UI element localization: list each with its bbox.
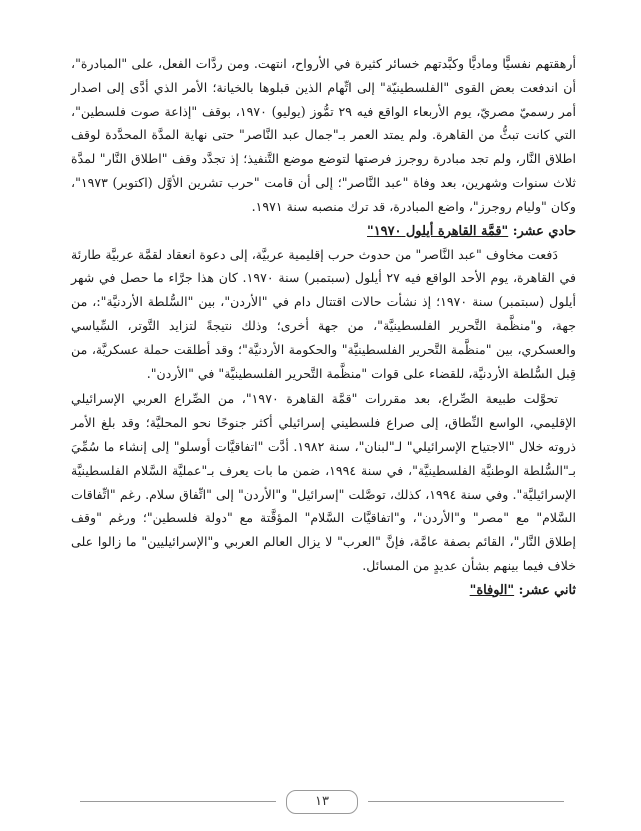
section-title-11: "قمَّة القاهرة أيلول ١٩٧٠" bbox=[367, 223, 509, 239]
paragraph-intro: أرهقتهم نفسيًّا وماديًّا وكبَّدتهم خسائر كثيرة في الأرواح، انتهت. ومن ردَّات الفعل، على "المبادرة"، أن اندفعت بعض القوى "الفلسطينيّة" إلى اتِّهام الذين قبلوها بالخيانة؛ الأمر الذي أدَّى إلى اصدار أمر رسميّ مصريّ، يوم الأربعاء الواقع فيه ٢٩ تمُّوز (يوليو) ١٩٧٠، بوقف "إذاعة صوت فلسطين"، التي كانت تبثُّ من القاهرة. ولم يمتد العمر بـ"جمال عبد النَّاصر" حتى نهاية المدَّة المحدَّدة لوقف اطلاق النَّار، ولم تجد مبادرة روجرز فرصتها لتوضع موضع التَّنفيذ؛ إذ تجدَّد وقف "اطلاق النَّار" لمدَّة ثلاث سنوات وشهرين، بعد وفاة "عبد النَّاصر"؛ إلى أن قامت "حرب تشرين الأوَّل (اكتوبر) ١٩٧٣"، وكان "وليام روجرز"، واضع المبادرة، قد ترك منصبه سنة ١٩٧١. bbox=[71, 56, 576, 214]
section-number-11: حادي عشر: bbox=[508, 223, 576, 239]
section-heading-11 bbox=[71, 221, 576, 243]
section-number-12: ثاني عشر: bbox=[514, 582, 576, 598]
footer-rule-left bbox=[80, 801, 276, 802]
paragraph-summit-1: دَفعت مخاوف "عبد النَّاصر" من حدوث حرب إقليمية عربيَّة، إلى دعوة انعقاد لقمَّة عربيَّة طارئة في القاهرة، يوم الأحد الواقع فيه ٢٧ أيلول (سبتمبر) سنة ١٩٧٠. كان هذا جرَّاء ما حصل في شهر أيلول (سبتمبر) سنة ١٩٧٠؛ إذ نشأت حالات اقتتال دام في "الأردن"، بين "السُّلطة الأردنيَّة":، من جهة، و"منظَّمة التَّحرير الفلسطينيَّة"، من جهة أخرى؛ وذلك نتيجةً لتزايد التَّوتر، السِّياسي والعسكري، بين "منظَّمة التَّحرير الفلسطينيَّة" والحكومة الأردنيَّة"؛ وقد أطلقت حملة عسكريَّة، من قِبل السُّلطة الأردنيَّة، للقضاء على قوات "منظَّمة التَّحرير الفلسطينيَّة" في "الأردن". bbox=[71, 246, 577, 381]
paragraph-summit-2: تحوَّلت طبيعة الصِّراع، بعد مقررات "قمَّة القاهرة ١٩٧٠"، من الصِّراع العربي الإسرائيلي الإقليمي، الواسع النِّطاق، إلى صراع فلسطيني إسرائيلي أكثر جنوحًا نحو المحليَّة؛ وقد بلغ الأمر ذروته خلال "الاجتياح الإسرائيلي" لـ"لبنان"، سنة ١٩٨٢. أدَّت "اتفاقيَّات أوسلو" إلى إنشاء ما سُمِّيَ بـ"السُّلطة الوطنيَّة الفلسطينيَّة"، في سنة ١٩٩٤، ضمن ما بات يعرف بـ"عمليَّة السَّلام الفلسطينيَّة الإسرائيليَّة". وفي سنة ١٩٩٤، كذلك، توصَّلت "إسرائيل" و"الأردن" إلى "اتِّفاق سلام. رغم "اتِّفاقات السَّلام" مع "مصر" و"الأردن"، و"اتفاقيَّات السَّلام" المؤقَّتة مع "دولة فلسطين"؛ ورغم "وقف إطلاق النَّار"، القائم بصفة عامَّة، فإنَّ "العرب" لا يزال العالم العربي و"الإسرائيليين" ما زالوا على خلاف فيما بينهم بشأن عديدٍ من المسائل. bbox=[71, 391, 576, 573]
section-title-12: "الوفاة" bbox=[469, 582, 515, 598]
footer-rule-right bbox=[368, 801, 564, 802]
section-heading-12 bbox=[71, 580, 576, 602]
page-number: ١٣ bbox=[286, 790, 358, 814]
page-footer bbox=[80, 790, 564, 814]
page-body bbox=[71, 52, 576, 712]
